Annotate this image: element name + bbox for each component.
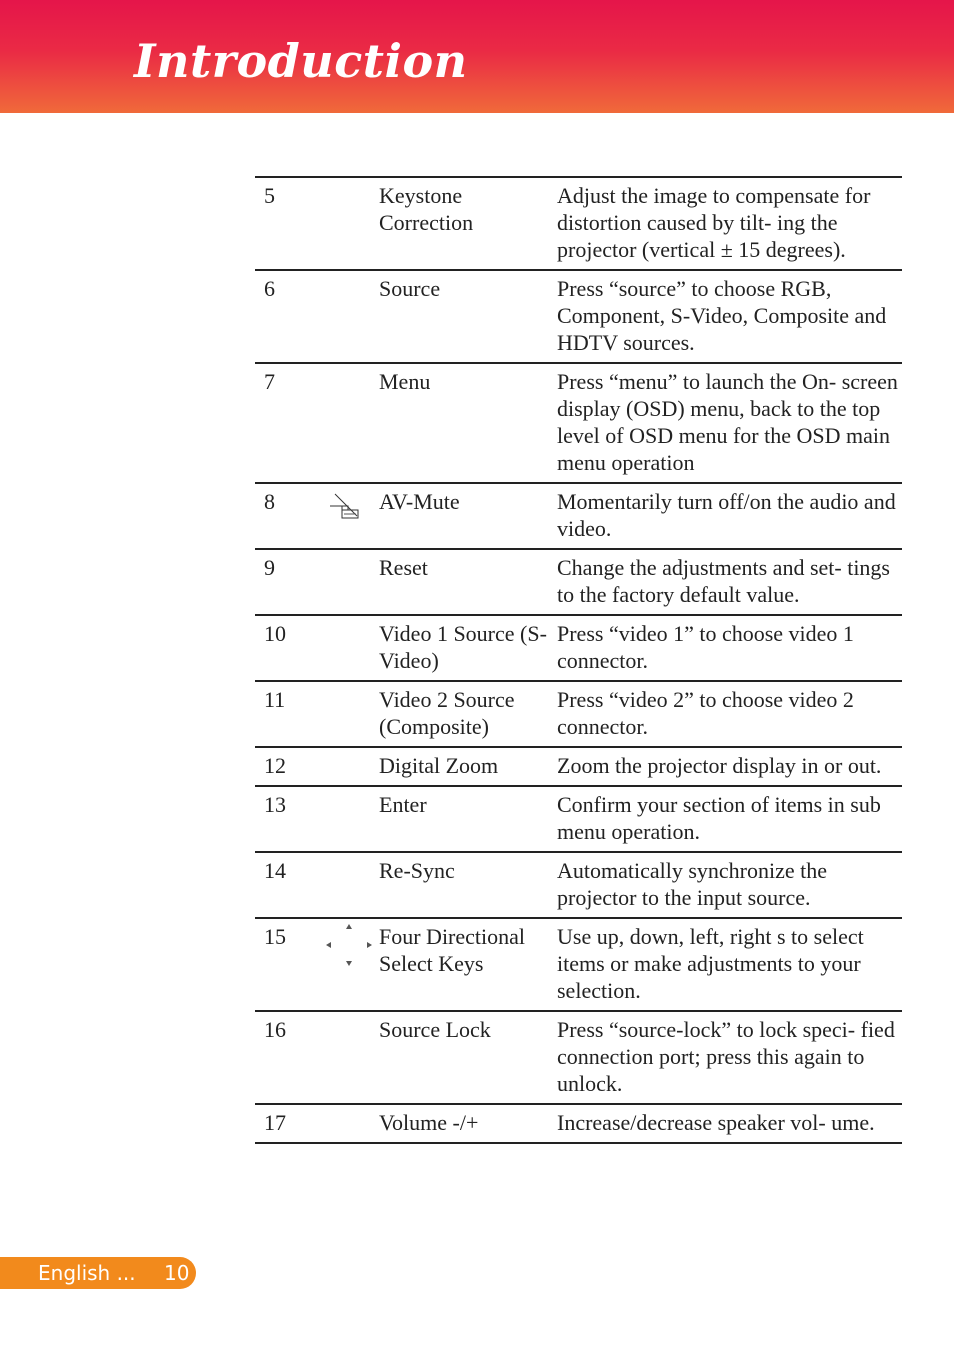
page-footer-tab [0,1257,196,1289]
key-description: Automatically synchronize the projector to the input source. [557,852,902,918]
key-name: Re-Sync [379,852,557,918]
key-name: Source [379,270,557,363]
key-name: Digital Zoom [379,747,557,786]
key-number: 15 [255,918,318,1011]
key-icon-cell [318,270,379,363]
key-number: 5 [255,177,318,270]
key-icon-cell [318,918,379,1011]
key-icon-cell [318,1011,379,1104]
table-row [255,681,902,747]
key-description: Adjust the image to compensate for distortion caused by tilt- ing the projector (vertical ± 15 degrees). [557,177,902,270]
table-row [255,852,902,918]
table-row [255,1011,902,1104]
key-number: 9 [255,549,318,615]
key-name: Video 2 Source (Composite) [379,681,557,747]
table-row [255,270,902,363]
key-name: Keystone Correction [379,177,557,270]
key-number: 12 [255,747,318,786]
footer-language: English ... [38,1261,136,1285]
key-number: 7 [255,363,318,483]
key-icon-cell [318,1104,379,1143]
key-name: Volume -/+ [379,1104,557,1143]
key-icon-cell [318,615,379,681]
key-name: Video 1 Source (S-Video) [379,615,557,681]
four-direction-arrows-icon [324,922,374,970]
key-description: Momentarily turn off/on the audio and video. [557,483,902,549]
page-title: Introduction [134,34,468,88]
key-icon-cell [318,786,379,852]
key-description: Press “video 2” to choose video 2 connector. [557,681,902,747]
key-name: AV-Mute [379,483,557,549]
key-description: Confirm your section of items in sub menu operation. [557,786,902,852]
table-row [255,918,902,1011]
key-number: 6 [255,270,318,363]
key-description: Press “menu” to launch the On- screen display (OSD) menu, back to the top level of OSD menu for the OSD main menu operation [557,363,902,483]
av-mute-icon [328,492,362,522]
key-description: Press “source-lock” to lock speci- fied connection port; press this again to unlock. [557,1011,902,1104]
table-row [255,1104,902,1143]
key-description: Change the adjustments and set- tings to the factory default value. [557,549,902,615]
key-number: 8 [255,483,318,549]
key-name: Source Lock [379,1011,557,1104]
key-description: Increase/decrease speaker vol- ume. [557,1104,902,1143]
table-row [255,363,902,483]
key-name: Four Directional Select Keys [379,918,557,1011]
table-row [255,786,902,852]
key-number: 13 [255,786,318,852]
key-description: Press “video 1” to choose video 1 connector. [557,615,902,681]
four-direction-arrows-icon [324,922,374,976]
av-mute-icon [328,492,362,528]
key-icon-cell [318,363,379,483]
page-header-banner [0,0,954,113]
key-description: Use up, down, left, right s to select items or make adjustments to your selection. [557,918,902,1011]
page-number: 10 [164,1261,190,1285]
table-row [255,549,902,615]
key-name: Reset [379,549,557,615]
table-row [255,747,902,786]
key-icon-cell [318,483,379,549]
key-description: Press “source” to choose RGB, Component, S-Video, Composite and HDTV sources. [557,270,902,363]
key-number: 11 [255,681,318,747]
key-name: Enter [379,786,557,852]
key-description: Zoom the projector display in or out. [557,747,902,786]
key-icon-cell [318,549,379,615]
key-icon-cell [318,747,379,786]
remote-control-key-table [255,176,902,1144]
table-row [255,177,902,270]
key-icon-cell [318,177,379,270]
key-number: 10 [255,615,318,681]
table-row [255,483,902,549]
key-number: 16 [255,1011,318,1104]
key-number: 14 [255,852,318,918]
table-row [255,615,902,681]
key-number: 17 [255,1104,318,1143]
key-icon-cell [318,681,379,747]
key-name: Menu [379,363,557,483]
key-icon-cell [318,852,379,918]
